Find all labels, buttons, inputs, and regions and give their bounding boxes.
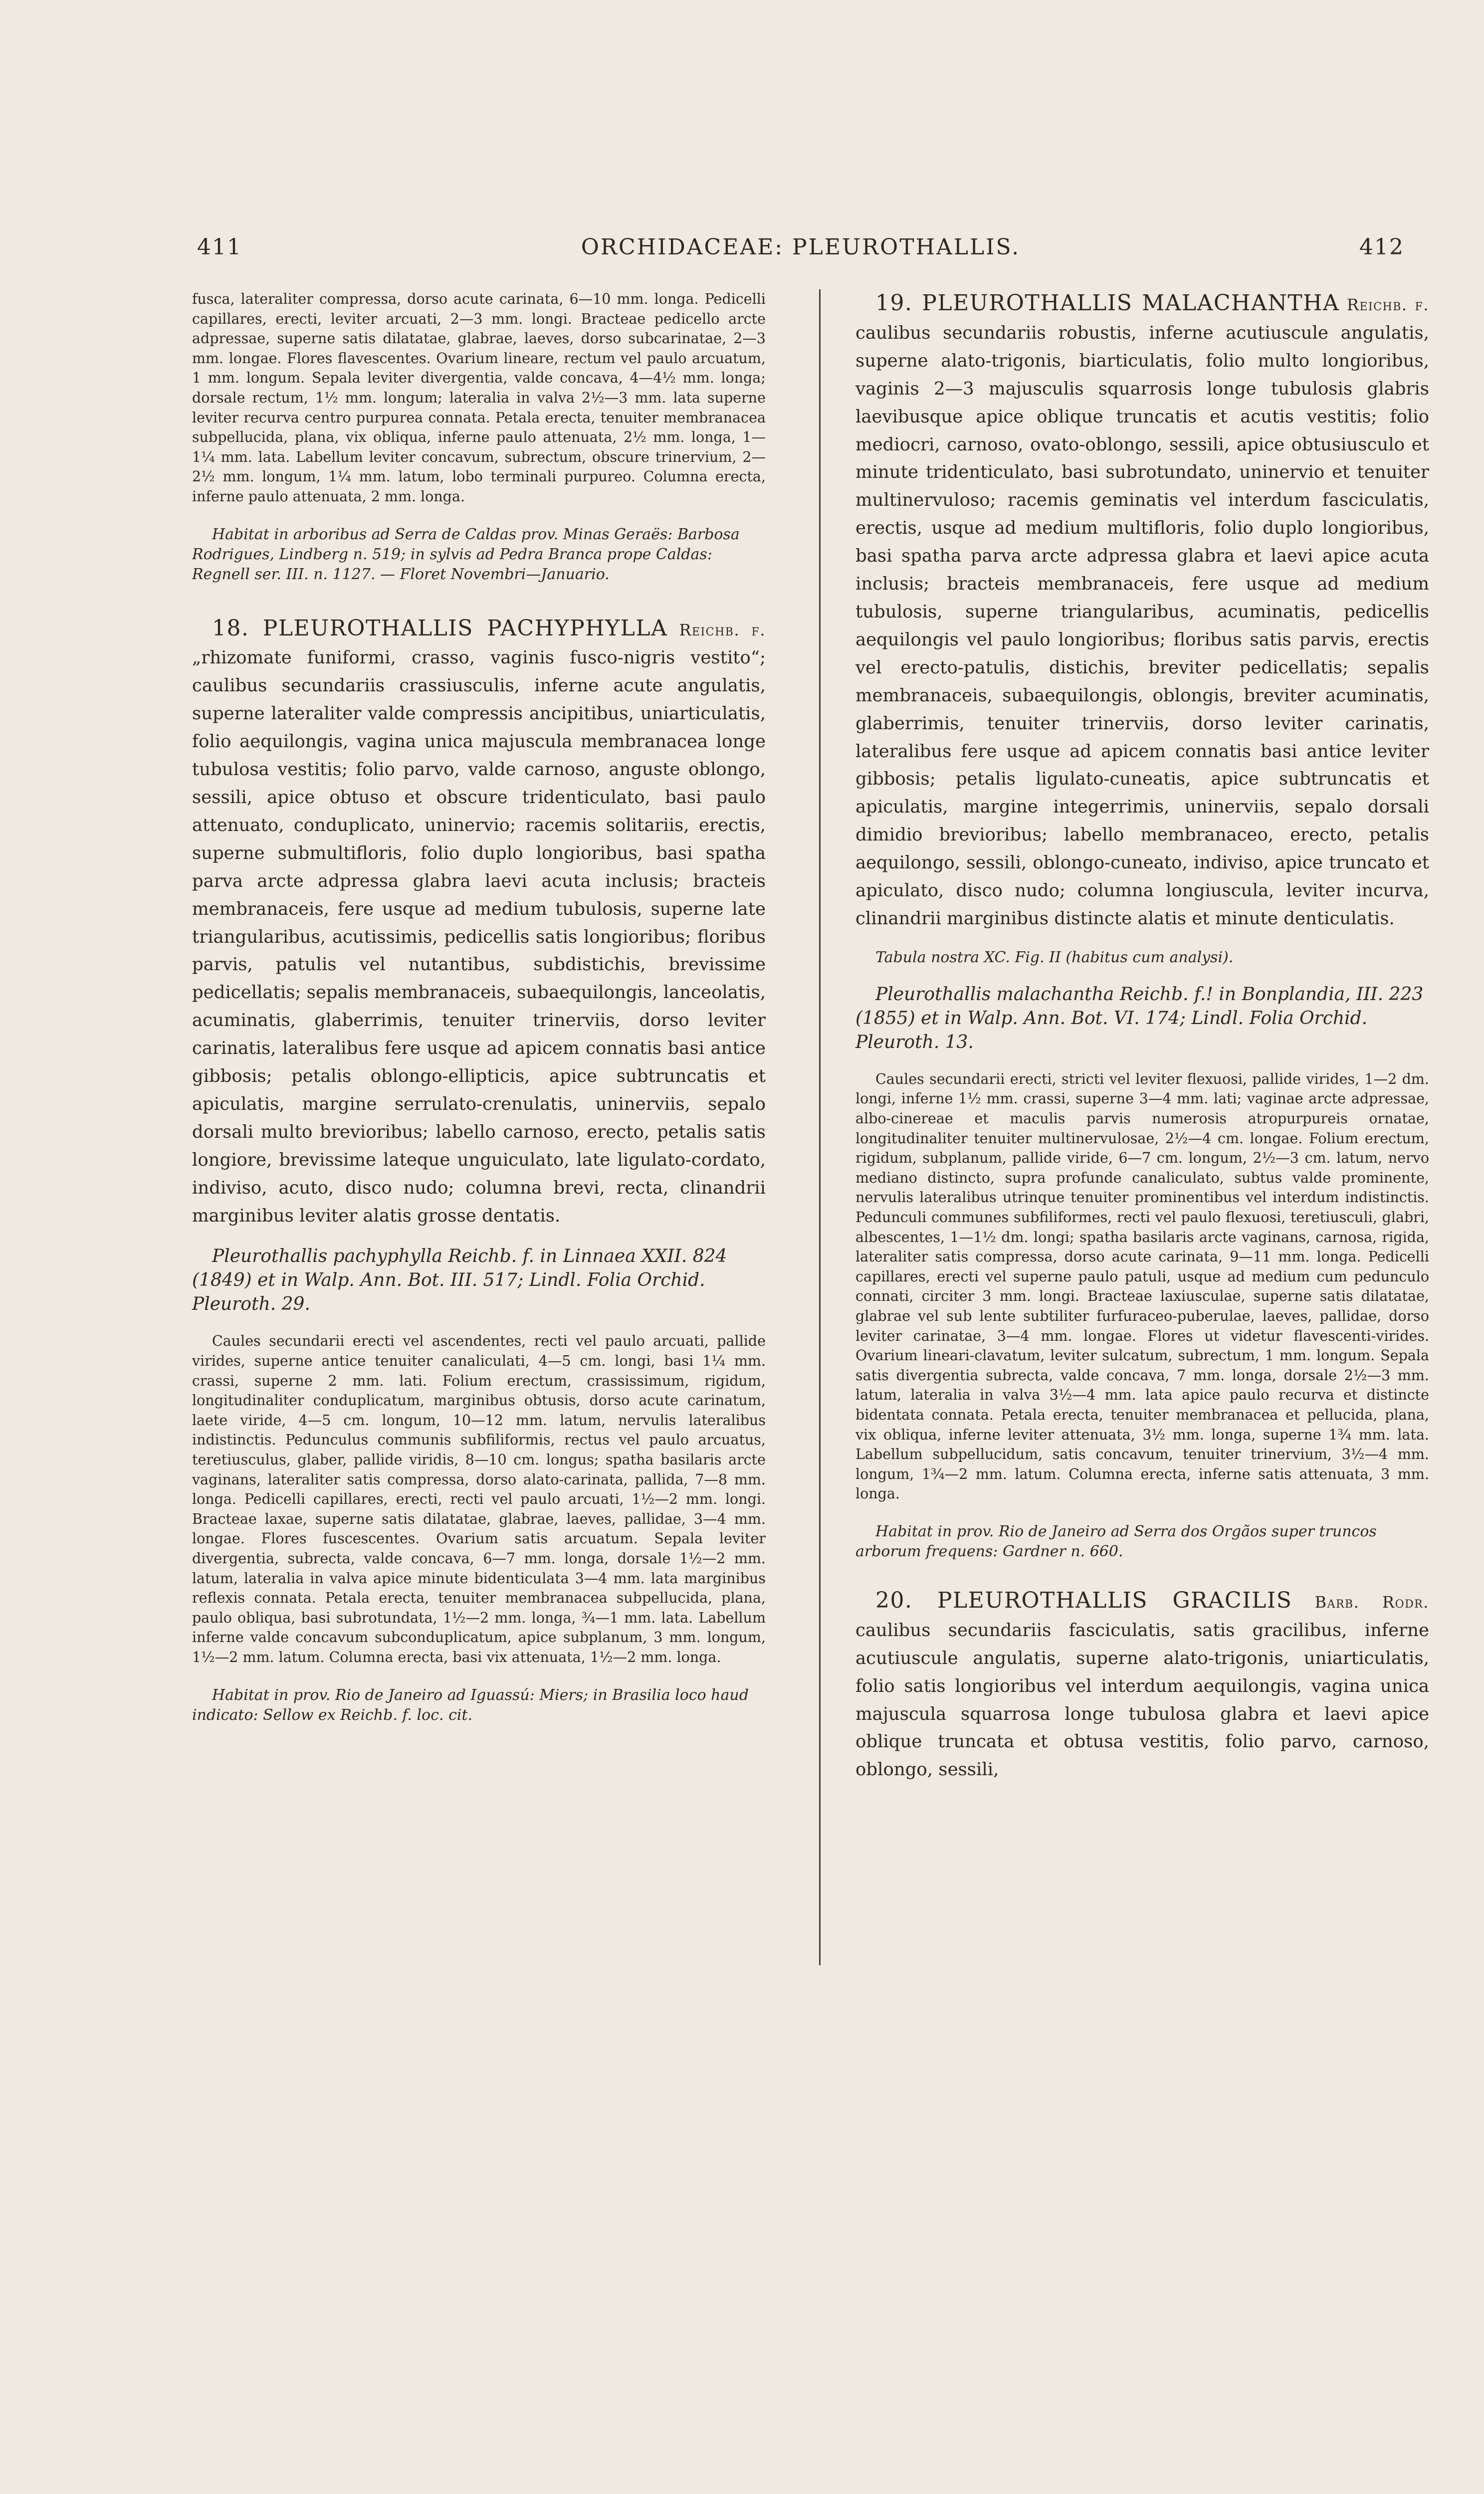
running-title: ORCHIDACEAE: PLEUROTHALLIS. xyxy=(581,234,1021,260)
left-column xyxy=(192,289,766,1725)
species-19-diagnosis xyxy=(855,289,1429,933)
habitat-note: Habitat in arboribus ad Serra de Caldas prov. Minas Geraës: Barbosa Rodrigues, Lindberg n. 519; in sylvis ad Pedra Branca prope Caldas: Regnell ser. III. n. 1127. — Floret Novembri—Januario. xyxy=(192,525,740,583)
species-19-citation: Pleurothallis malachantha Reichb. f.! in Bonplandia, III. 223 (1855) et in Walp. Ann. Bot. VI. 174; Lindl. Folia Orchid. Pleuroth. 13. xyxy=(855,984,1424,1052)
species-19-heading: 19. PLEUROTHALLIS MALACHANTHA xyxy=(875,290,1340,316)
species-19-author: Reichb. f. xyxy=(1346,295,1429,314)
species-20-diagnosis-text: caulibus secundariis fasciculatis, satis gracilibus, inferne acutiuscule angulatis, superne alato-trigonis, uniarticulatis, folio satis longioribus vel interdum aequilongis, vagina unica majuscula squarrosa longe tubulosa glabra et laevi apice oblique truncata et obtusa vestitis, folio parvo, carnoso, oblongo, sessili, xyxy=(855,1620,1429,1780)
page-number-left: 411 xyxy=(197,234,242,260)
page-header xyxy=(197,234,1404,269)
species-18-heading: 18. PLEUROTHALLIS PACHYPHYLLA xyxy=(212,615,668,641)
habitat-note: Habitat in prov. Rio de Janeiro ad Serra dos Orgãos super truncos arborum frequens: Gardner n. 660. xyxy=(855,1522,1377,1560)
species-18-diagnosis-text: „rhizomate funiformi, crasso, vaginis fusco-nigris vestito“; caulibus secundariis crassiusculis, inferne acute angulatis, superne lateraliter valde compressis ancipitibus, uniarticulatis, folio aequilongis, vagina unica majuscula membranacea longe tubulosa vestitis; folio parvo, valde carnoso, anguste oblongo, sessili, apice obtuso et obscure tridenticulato, basi paulo attenuato, conduplicato, uninervio; racemis solitariis, erectis, superne submultifloris, folio duplo longioribus, basi spatha parva arcte adpressa glabra laevi acuta inclusis; bracteis membranaceis, fere usque ad medium tubulosis, superne late triangularibus, acutissimis, pedicellis satis longioribus; floribus parvis, patulis vel nutantibus, subdistichis, brevissime pedicellatis; sepalis membranaceis, subaequilongis, lanceolatis, acuminatis, glaberrimis, tenuiter trinerviis, dorso leviter carinatis, lateralibus fere usque ad apicem connatis basi antice gibbosis; petalis oblongo-ellipticis, apice subtruncatis et apiculatis, margine serrulato-crenulatis, uninerviis, sepalo dorsali multo brevioribus; labello carnoso, erecto, petalis satis longiore, brevissime lateque unguiculato, late ligulato-cordato, indiviso, acuto, disco nudo; columna brevi, recta, clinandrii marginibus leviter alatis grosse dentatis. xyxy=(192,647,766,1226)
right-column xyxy=(855,289,1429,1784)
species-19-diagnosis-text: caulibus secundariis robustis, inferne acutiuscule angulatis, superne alato-trigonis, biarticulatis, folio multo longioribus, vaginis 2—3 majusculis squarrosis longe tubulosis glabris laevibusque apice oblique truncatis et acutis vestitis; folio mediocri, carnoso, ovato-oblongo, sessili, apice obtusiusculo et minute tridenticulato, basi subrotundato, uninervio et tenuiter multinervuloso; racemis geminatis vel interdum fasciculatis, erectis, usque ad medium multifloris, folio duplo longioribus, basi spatha parva arcte adpressa glabra et laevi apice acuta inclusis; bracteis membranaceis, fere usque ad medium tubulosis, superne triangularibus, acuminatis, pedicellis aequilongis vel paulo longioribus; floribus satis parvis, erectis vel erecto-patulis, distichis, breviter pedicellatis; sepalis membranaceis, subaequilongis, oblongis, breviter acuminatis, glaberrimis, tenuiter trinerviis, dorso leviter carinatis, lateralibus fere usque ad apicem connatis basi antice leviter gibbosis; petalis ligulato-cuneatis, apice subtruncatis et apiculatis, margine integerrimis, uninerviis, sepalo dorsali dimidio brevioribus; labello membranaceo, erecto, petalis aequilongo, sessili, oblongo-cuneato, indiviso, apice truncato et apiculato, disco nudo; columna longiuscula, leviter incurva, clinandrii marginibus distincte alatis et minute denticulatis. xyxy=(855,322,1429,929)
habitat-note: Habitat in prov. Rio de Janeiro ad Iguassú: Miers; in Brasilia loco haud indicato: Sellow ex Reichb. f. loc. cit. xyxy=(192,1686,749,1724)
species-18-author: Reichb. f. xyxy=(679,620,766,639)
species-20-author: Barb. Rodr. xyxy=(1314,1592,1429,1612)
species-18-citation: Pleurothallis pachyphylla Reichb. f. in Linnaea XXII. 824 (1849) et in Walp. Ann. Bot. III. 517; Lindl. Folia Orchid. Pleuroth. 29. xyxy=(192,1246,727,1315)
continued-description: fusca, lateraliter compressa, dorso acute carinata, 6—10 mm. longa. Pedicelli capillares, erecti, leviter arcuati, 2—3 mm. longi. Bracteae pedicello arcte adpressae, superne satis dilatatae, glabrae, laeves, dorso subcarinatae, 2—3 mm. longae. Flores flavescentes. Ovarium lineare, rectum vel paulo arcuatum, 1 mm. longum. Sepala leviter divergentia, valde concava, 4—4½ mm. longa; dorsale rectum, 1½ mm. longum; lateralia in valva 2½—3 mm. lata superne leviter recurva centro purpurea connata. Petala erecta, tenuiter membranacea subpellucida, plana, vix obliqua, inferne paulo attenuata, 2½ mm. longa, 1—1¼ mm. lata. Labellum leviter concavum, subrectum, obscure trinervium, 2—2½ mm. longum, 1¼ mm. latum, lobo terminali purpureo. Columna erecta, inferne paulo attenuata, 2 mm. longa. xyxy=(192,291,766,505)
species-20-heading: 20. PLEUROTHALLIS GRACILIS xyxy=(875,1587,1292,1613)
species-18-description: Caules secundarii erecti vel ascendentes, recti vel paulo arcuati, pallide virides, superne antice tenuiter canaliculati, 4—5 cm. longi, basi 1¼ mm. crassi, superne 2 mm. lati. Folium erectum, crassissimum, rigidum, longitudinaliter conduplicatum, marginibus obtusis, dorso acute carinatum, laete viride, 4—5 cm. longum, 10—12 mm. latum, nervulis lateralibus indistinctis. Pedunculus communis subfiliformis, rectus vel paulo arcuatus, teretiusculus, glaber, pallide viridis, 8—10 cm. longus; spatha basilaris arcte vaginans, lateraliter satis compressa, dorso alato-carinata, pallida, 7—8 mm. longa. Pedicelli capillares, erecti, recti vel paulo arcuati, 1½—2 mm. longi. Bracteae laxae, superne satis dilatatae, glabrae, laeves, pallidae, 3—4 mm. longae. Flores fuscescentes. Ovarium satis arcuatum. Sepala leviter divergentia, subrecta, valde concava, 6—7 mm. longa, dorsale 1½—2 mm. latum, lateralia in valva apice minute bidenticulata 3—4 mm. lata marginibus reflexis connata. Petala erecta, tenuiter membranacea subpellucida, plana, paulo obliqua, basi subrotundata, 1½—2 mm. longa, ¾—1 mm. lata. Labellum inferne valde concavum subconduplicatum, apice subplanum, 3 mm. longum, 1½—2 mm. latum. Columna erecta, basi vix attenuata, 1½—2 mm. longa. xyxy=(192,1333,766,1665)
species-18-diagnosis xyxy=(192,615,766,1230)
plate-reference: Tabula nostra XC. Fig. II (habitus cum analysi). xyxy=(875,948,1234,966)
species-20-diagnosis xyxy=(855,1587,1429,1784)
species-19-description: Caules secundarii erecti, stricti vel leviter flexuosi, pallide virides, 1—2 dm. longi, inferne 1½ mm. crassi, superne 3—4 mm. lati; vaginae arcte adpressae, albo-cinereae et maculis parvis numerosis atropurpureis ornatae, longitudinaliter tenuiter multinervulosae, 2½—4 cm. longae. Folium erectum, rigidum, subplanum, pallide viride, 6—7 cm. longum, 2½—3 cm. latum, nervo mediano distincto, supra profunde canaliculato, subtus valde prominente, nervulis lateralibus utrinque tenuiter prominentibus vel interdum indistinctis. Pedunculi communes subfiliformes, recti vel paulo flexuosi, teretiusculi, glabri, albescentes, 1—1½ dm. longi; spatha basilaris arcte vaginans, carnosa, rigida, lateraliter satis compressa, dorso acute carinata, 9—11 mm. longa. Pedicelli capillares, erecti vel superne paulo patuli, usque ad medium cum pedunculo connati, circiter 3 mm. longi. Bracteae laxiusculae, superne satis dilatatae, glabrae vel sub lente subtiliter furfuraceo-puberulae, laeves, pallidae, dorso leviter carinatae, 3—4 mm. longae. Flores ut videtur flavescenti-virides. Ovarium lineari-clavatum, leviter sulcatum, subrectum, 1 mm. longum. Sepala satis divergentia subrecta, valde concava, 7 mm. longa, dorsale 2½—3 mm. latum, lateralia in valva 3½—4 mm. lata apice paulo recurva et distincte bidentata connata. Petala erecta, tenuiter membranacea et pellucida, plana, vix obliqua, inferne leviter attenuata, 3½ mm. longa, superne 1¾ mm. lata. Labellum subpellucidum, satis concavum, tenuiter trinervium, 3½—4 mm. longum, 1¾—2 mm. latum. Columna erecta, inferne satis attenuata, 3 mm. longa. xyxy=(855,1070,1429,1502)
page-number-right: 412 xyxy=(1359,234,1404,260)
column-divider xyxy=(819,289,821,1965)
